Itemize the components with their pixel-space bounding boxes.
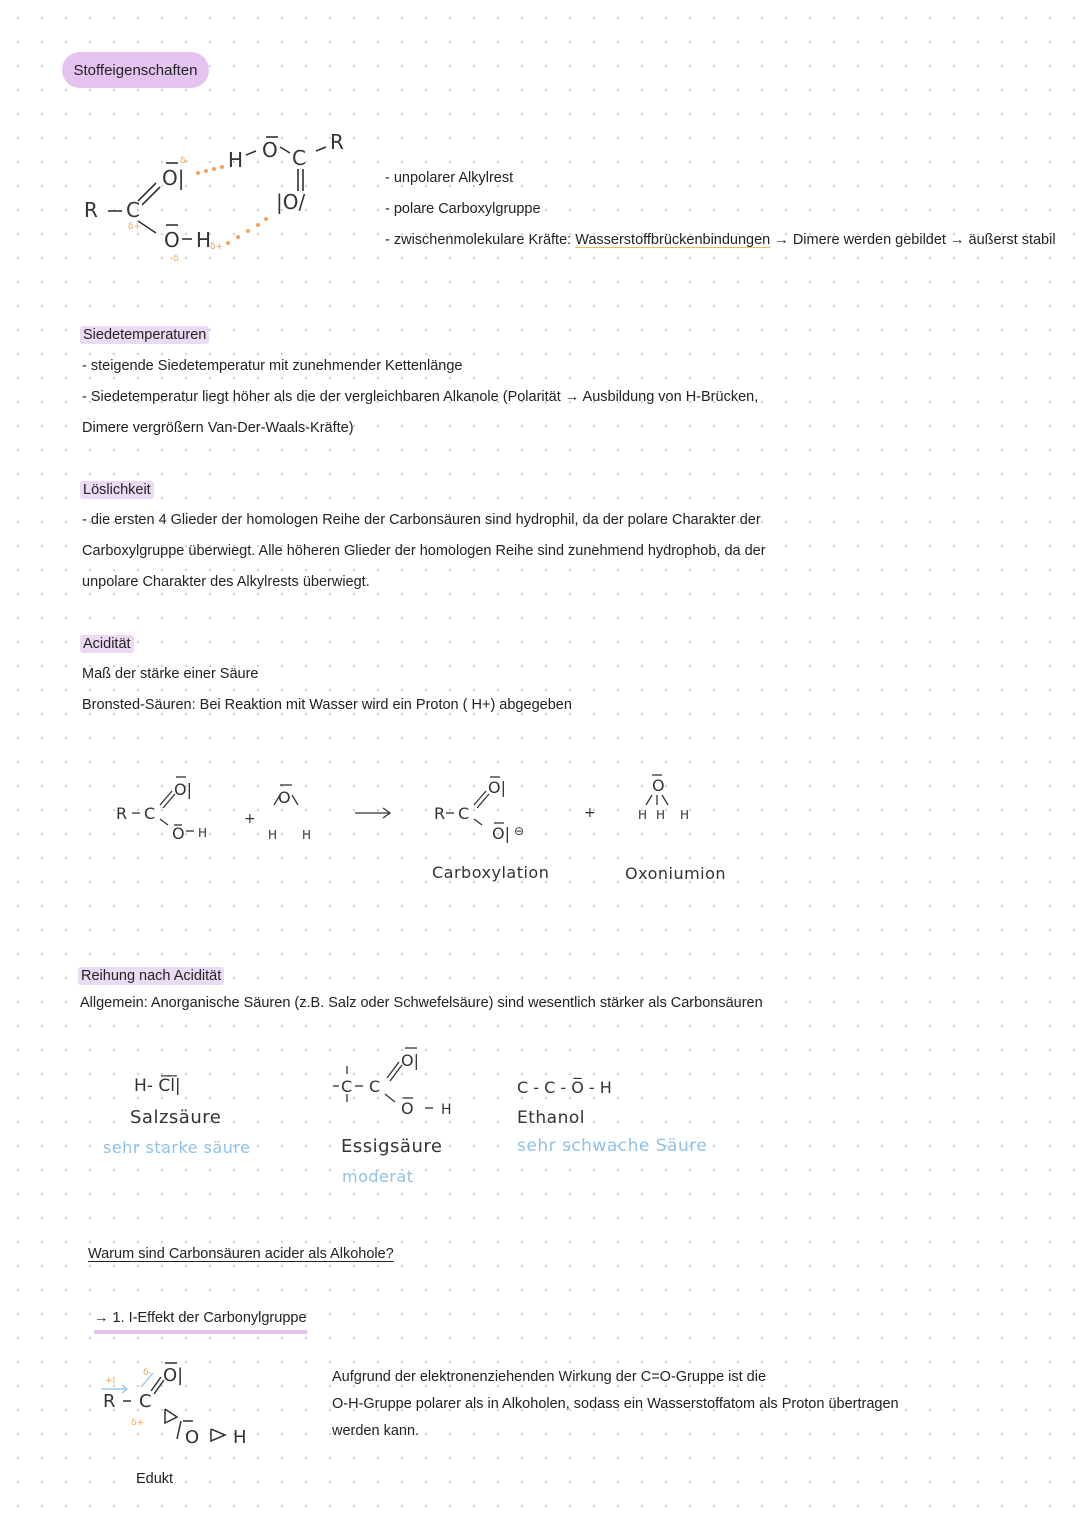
svg-text:δ+: δ+ [131, 1418, 145, 1428]
name-salzsaeure: Salzsäure [130, 1107, 222, 1128]
bullet-forces [385, 230, 1056, 250]
label-edukt: Edukt [136, 1471, 174, 1487]
svg-text:R: R [116, 804, 128, 823]
svg-text:H: H [233, 1427, 247, 1448]
svg-text:+: + [584, 805, 596, 821]
bullet-carboxylgruppe: - polare Carboxylgruppe [385, 201, 541, 217]
svg-text:H: H [680, 808, 690, 822]
explanation-line-1: Aufgrund der elektronenziehenden Wirkung der C=O-Gruppe ist die [332, 1369, 767, 1385]
forces-prefix: - zwischenmolekulare Kräfte: [385, 232, 576, 248]
section-heading-loeslichkeit: Löslichkeit [80, 480, 154, 500]
svg-text:O|: O| [401, 1051, 419, 1070]
svg-text:O|: O| [488, 778, 506, 797]
svg-text:O|: O| [492, 824, 510, 843]
svg-text:C: C [139, 1391, 152, 1412]
svg-text:O|: O| [162, 166, 185, 190]
loes-line-2: Carboxylgruppe überwiegt. Alle höheren Glieder der homologen Reihe sind zunehmend hydrophob, da der [82, 543, 766, 559]
svg-text:O: O [164, 228, 180, 252]
forces-keyword: Wasserstoffbrückenbindungen [575, 232, 771, 248]
svg-text:O|: O| [163, 1365, 184, 1386]
svg-text:R: R [103, 1391, 116, 1412]
explanation-line-3: werden kann. [332, 1423, 420, 1439]
svg-text:C: C [341, 1077, 353, 1096]
name-essigsaeure: Essigsäure [341, 1136, 443, 1157]
siede-line-1: - steigende Siedetemperatur mit zunehmender Kettenlänge [82, 358, 463, 374]
i-effect-structure [95, 1355, 265, 1455]
svg-text:O: O [278, 788, 291, 807]
svg-text:O: O [185, 1427, 200, 1448]
svg-text:O: O [652, 776, 665, 795]
formula-hcl: H- C̅l̅| [134, 1076, 181, 1096]
svg-text:H: H [656, 808, 666, 822]
loes-line-1: - die ersten 4 Glieder der homologen Reihe der Carbonsäuren sind hydrophil, da der polare Charakter der [82, 512, 761, 528]
svg-text:H: H [198, 826, 208, 840]
svg-text:⊖: ⊖ [514, 824, 525, 838]
formula-ethanol: C - C - O̅ - H [517, 1078, 612, 1097]
svg-text:δ-: δ- [180, 156, 189, 166]
siede-line-2: - Siedetemperatur liegt höher als die der vergleichbaren Alkanole (Polarität → Ausbildung von H-Brücken, [82, 389, 759, 405]
strength-ethanol: sehr schwache Säure [517, 1136, 708, 1156]
section-heading-siedetemperaturen: Siedetemperaturen [80, 325, 209, 345]
i-effect-point: → 1. I-Effekt der Carbonylgruppe [94, 1308, 307, 1334]
svg-text:δ+: δ+ [210, 242, 224, 252]
strength-salzsaeure: sehr starke säure [103, 1138, 251, 1157]
acid-line-1: Maß der stärke einer Säure [82, 666, 259, 682]
svg-text:O: O [401, 1099, 414, 1118]
acid-line-2: Bronsted-Säuren: Bei Reaktion mit Wasser wird ein Proton ( H+) abgegeben [82, 697, 572, 713]
svg-text:H: H [228, 148, 244, 172]
siede-line-3: Dimere vergrößern Van-Der-Waals-Kräfte) [82, 420, 354, 436]
svg-text:H: H [302, 828, 312, 842]
svg-text:-δ: -δ [170, 254, 179, 264]
svg-text:C: C [292, 146, 306, 170]
svg-text:C: C [458, 804, 470, 823]
explanation-line-2: O-H-Gruppe polarer als in Alkoholen, sodass ein Wasserstoffatom als Proton übertragen [332, 1396, 899, 1412]
svg-text:+: + [244, 811, 256, 827]
bullet-alkylrest: - unpolarer Alkylrest [385, 170, 514, 186]
svg-text:R: R [84, 198, 98, 222]
svg-text:δ+: δ+ [128, 222, 142, 232]
svg-text:δ-: δ- [143, 1368, 152, 1378]
section-heading-reihung: Reihung nach Acidität [78, 966, 224, 986]
essigsaeure-structure [325, 1040, 465, 1120]
label-carboxylation: Carboxylation [432, 863, 550, 882]
page-title: Stoffeigenschaften [62, 52, 209, 88]
svg-text:C: C [126, 198, 140, 222]
forces-suffix: → Dimere werden gebildet → äußerst stabil [770, 232, 1056, 248]
svg-text:O: O [172, 824, 185, 843]
carboxylic-acid-dimer-diagram [70, 125, 370, 265]
svg-text:R: R [330, 130, 344, 154]
reihung-line: Allgemein: Anorganische Säuren (z.B. Salz oder Schwefelsäure) sind wesentlich stärker als Carbonsäuren [80, 995, 763, 1011]
section-heading-aciditaet: Acidität [80, 634, 134, 654]
svg-text:O|: O| [174, 780, 192, 799]
loes-line-3: unpolare Charakter des Alkylrests überwiegt. [82, 574, 370, 590]
svg-text:H: H [638, 808, 648, 822]
svg-text:C: C [369, 1077, 381, 1096]
svg-text:R: R [434, 804, 446, 823]
svg-text:O: O [262, 138, 278, 162]
svg-text:+I: +I [105, 1376, 116, 1386]
question-heading: Warum sind Carbonsäuren acider als Alkohole? [88, 1246, 394, 1262]
name-ethanol: Ethanol [517, 1108, 585, 1128]
deprotonation-reaction-diagram [100, 765, 740, 850]
strength-essigsaeure: moderat [342, 1167, 414, 1186]
label-oxoniumion: Oxoniumion [625, 864, 727, 883]
svg-text:H: H [441, 1102, 452, 1118]
svg-text:C: C [144, 804, 156, 823]
svg-text:H: H [196, 228, 212, 252]
svg-text:H: H [268, 828, 278, 842]
svg-text:|O/: |O/ [276, 190, 306, 214]
